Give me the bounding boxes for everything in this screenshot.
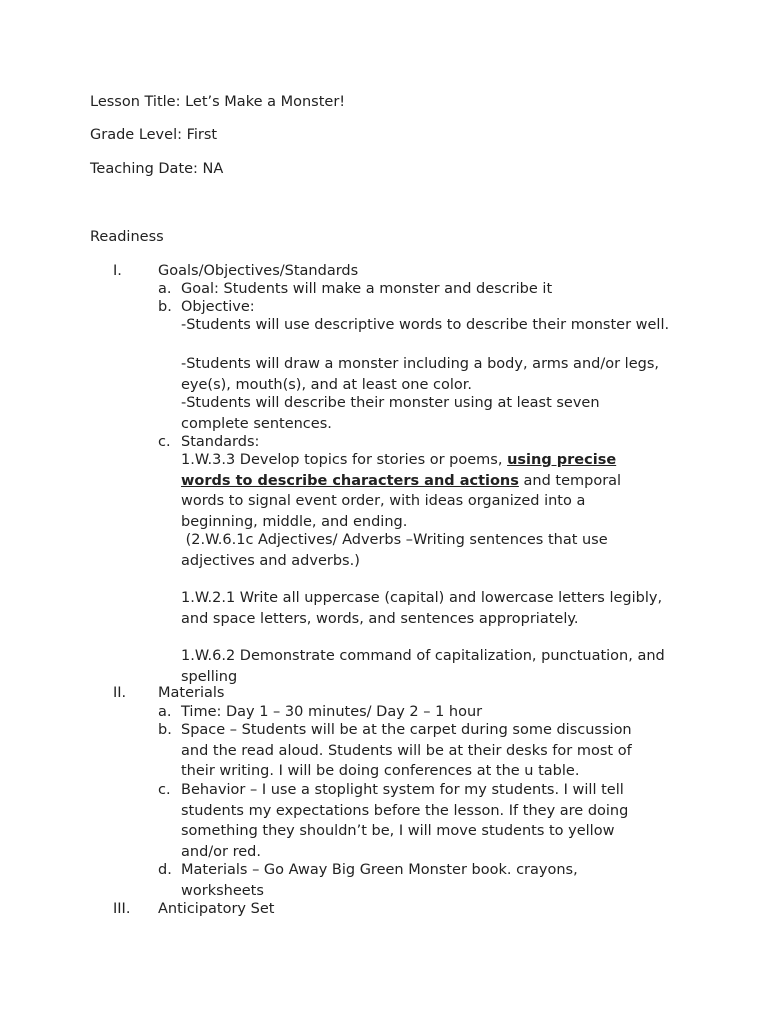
section-1-title: Goals/Objectives/Standards	[158, 263, 359, 279]
standard-1w33-emphasis: using precise words to describe characters and actions	[181, 452, 617, 489]
objective-item-2: -Students will draw a monster including a body, arms and/or legs, eye(s), mouth(s), and at least one color.	[181, 356, 659, 393]
objective-item-1: -Students will use descriptive words to describe their monster well.	[181, 317, 670, 333]
section-3-numeral: III.	[113, 901, 131, 917]
objective-item-3: -Students will describe their monster using at least seven complete sentences.	[181, 395, 600, 432]
materials-a-marker: a.	[158, 704, 172, 720]
objective-marker: b.	[158, 299, 172, 315]
materials-space: Space – Students will be at the carpet during some discussion and the read aloud. Students will be at their desks for most of their writing. I will be doing conferences at the u table.	[181, 722, 632, 779]
standards-marker: c.	[158, 434, 171, 450]
standard-note: (2.W.6.1c Adjectives/ Adverbs –Writing sentences that use adjectives and adverbs.)	[181, 532, 613, 569]
standard-1w62: 1.W.6.2 Demonstrate command of capitalization, punctuation, and spelling	[181, 648, 665, 685]
section-1-numeral: I.	[113, 263, 122, 279]
readiness-heading: Readiness	[90, 229, 164, 245]
materials-d-marker: d.	[158, 862, 172, 878]
standard-1w33	[181, 450, 643, 532]
lesson-title: Lesson Title: Let’s Make a Monster!	[90, 94, 346, 110]
standard-1w33-lead: 1.W.3.3 Develop topics for stories or poems,	[181, 452, 508, 468]
teaching-date: Teaching Date: NA	[90, 161, 224, 177]
section-2-numeral: II.	[113, 685, 127, 701]
goal-text: Goal: Students will make a monster and describe it	[181, 281, 553, 297]
materials-behavior: Behavior – I use a stoplight system for my students. I will tell students my expectations before the lesson. If they are doing something they shouldn’t be, I will move students to yellow and/or red.	[181, 782, 629, 860]
objective-label: Objective:	[181, 299, 255, 315]
grade-level: Grade Level: First	[90, 127, 218, 143]
materials-list: Materials – Go Away Big Green Monster book. crayons, worksheets	[181, 862, 578, 899]
standards-label: Standards:	[181, 434, 260, 450]
section-2-title: Materials	[158, 685, 225, 701]
standard-1w21: 1.W.2.1 Write all uppercase (capital) and lowercase letters legibly, and space letters, words, and sentences appropriately.	[181, 590, 663, 627]
standard-1w33-tail: and temporal words to signal event order, with ideas organized into a beginning, middle, and ending.	[181, 472, 622, 530]
materials-time: Time: Day 1 – 30 minutes/ Day 2 – 1 hour	[181, 704, 483, 720]
materials-b-marker: b.	[158, 722, 172, 738]
goal-marker: a.	[158, 281, 172, 297]
section-3-title: Anticipatory Set	[158, 901, 275, 917]
materials-c-marker: c.	[158, 782, 171, 798]
